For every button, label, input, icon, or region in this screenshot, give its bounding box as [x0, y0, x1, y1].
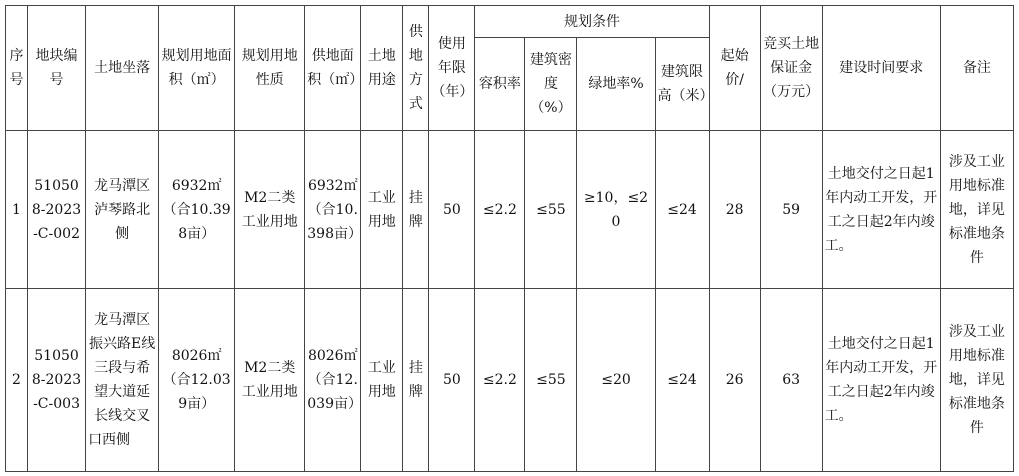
- table-row: [6, 289, 1014, 472]
- cell-parcel-no: 510508-2023-C-003: [28, 289, 86, 472]
- cell-plot-ratio: ≤2.2: [475, 289, 525, 472]
- cell-supply-method: 挂牌: [403, 131, 429, 289]
- cell-remarks: 涉及工业用地标准地，详见标准地条件: [940, 289, 1013, 472]
- header-remarks: 备注: [940, 6, 1013, 131]
- cell-schedule: 土地交付之日起1年内动工开发，开工之日起2年内竣工。: [822, 131, 940, 289]
- cell-location: 龙马潭区泸琴路北侧: [86, 131, 159, 289]
- cell-density: ≤55: [525, 289, 577, 472]
- cell-height-limit: ≤24: [655, 131, 709, 289]
- cell-green-ratio: ≥10，≤20: [577, 131, 655, 289]
- cell-planned-use: M2二类工业用地: [235, 289, 305, 472]
- cell-planned-use: M2二类工业用地: [235, 131, 305, 289]
- cell-green-ratio: ≤20: [577, 289, 655, 472]
- cell-land-use: 工业用地: [361, 131, 403, 289]
- cell-supply-area: 8026㎡（合12.039亩）: [305, 289, 361, 472]
- land-parcel-table: [5, 5, 1014, 472]
- header-row-1: [6, 6, 1014, 38]
- header-density: 建筑密度（%）: [525, 38, 577, 131]
- header-planned-area: 规划用地面积（㎡）: [159, 6, 235, 131]
- cell-height-limit: ≤24: [655, 289, 709, 472]
- cell-density: ≤55: [525, 131, 577, 289]
- cell-deposit: 59: [760, 131, 822, 289]
- cell-parcel-no: 510508-2023-C-002: [28, 131, 86, 289]
- header-plot-ratio: 容积率: [475, 38, 525, 131]
- header-supply-method: 供地方式: [403, 6, 429, 131]
- cell-seq: 2: [6, 289, 28, 472]
- header-term: 使用年限（年）: [429, 6, 475, 131]
- cell-planned-area: 8026㎡（合12.039亩）: [159, 289, 235, 472]
- table-row: [6, 131, 1014, 289]
- cell-plot-ratio: ≤2.2: [475, 131, 525, 289]
- cell-start-price: 26: [709, 289, 760, 472]
- cell-seq: 1: [6, 131, 28, 289]
- cell-start-price: 28: [709, 131, 760, 289]
- header-supply-area: 供地面积（㎡）: [305, 6, 361, 131]
- cell-deposit: 63: [760, 289, 822, 472]
- cell-supply-area: 6932㎡（合10.398亩）: [305, 131, 361, 289]
- header-height-limit: 建筑限高（米）: [655, 38, 709, 131]
- header-deposit: 竞买土地保证金（万元）: [760, 6, 822, 131]
- header-land-use: 土地用途: [361, 6, 403, 131]
- cell-term: 50: [429, 289, 475, 472]
- cell-term: 50: [429, 131, 475, 289]
- cell-schedule: 土地交付之日起1年内动工开发，开工之日起2年内竣工。: [822, 289, 940, 472]
- cell-remarks: 涉及工业用地标准地，详见标准地条件: [940, 131, 1013, 289]
- header-green-ratio: 绿地率%: [577, 38, 655, 131]
- header-start-price: 起始价/: [709, 6, 760, 131]
- header-seq: 序号: [6, 6, 28, 131]
- cell-location: 龙马潭区振兴路E线三段与希望大道延长线交叉口西侧: [86, 289, 159, 472]
- header-parcel-no: 地块编号: [28, 6, 86, 131]
- cell-land-use: 工业用地: [361, 289, 403, 472]
- header-planned-use: 规划用地性质: [235, 6, 305, 131]
- cell-supply-method: 挂牌: [403, 289, 429, 472]
- header-location: 土地坐落: [86, 6, 159, 131]
- header-planning-conditions: 规划条件: [475, 6, 709, 38]
- cell-planned-area: 6932㎡（合10.398亩）: [159, 131, 235, 289]
- header-schedule: 建设时间要求: [822, 6, 940, 131]
